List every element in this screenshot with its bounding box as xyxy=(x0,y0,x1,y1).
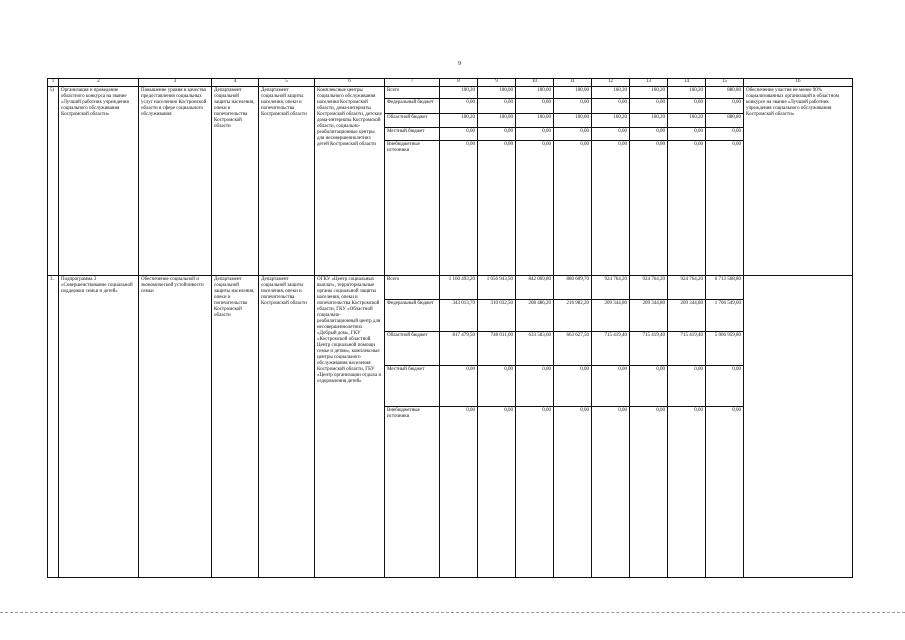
value-cell: 0,00 xyxy=(554,407,592,578)
value-cell: 924 764,20 xyxy=(668,275,706,299)
value-cell: 0,00 xyxy=(668,366,706,407)
value-cell: 0,00 xyxy=(630,127,668,140)
value-cell: 160,20 xyxy=(592,87,630,99)
value-cell: 0,00 xyxy=(440,127,478,140)
value-cell: 0,00 xyxy=(554,141,592,276)
responsible-executor: Департамент социальной защиты населения, опеки и попечительства Костромской области xyxy=(212,87,259,276)
source-label: Федеральный бюджет xyxy=(385,299,440,331)
value-cell: 0,00 xyxy=(554,366,592,407)
value-cell: 880 609,70 xyxy=(554,275,592,299)
header-cell: 14 xyxy=(668,79,706,87)
header-cell: 12 xyxy=(592,79,630,87)
table-row xyxy=(48,275,853,299)
value-cell: 663 627,50 xyxy=(554,331,592,365)
value-cell: 100,00 xyxy=(554,113,592,127)
co-executor: Департамент социальной защиты населения, опеки и попечительства Костромской области xyxy=(259,275,315,577)
value-cell: 0,00 xyxy=(668,127,706,140)
value-cell: 0,00 xyxy=(592,141,630,276)
budget-table xyxy=(47,78,853,578)
header-cell: 1 xyxy=(48,79,59,87)
value-cell: 715 419,40 xyxy=(668,331,706,365)
value-cell: 1 056 943,50 xyxy=(478,275,516,299)
value-cell: 216 982,20 xyxy=(554,299,592,331)
value-cell: 310 032,50 xyxy=(478,299,516,331)
value-cell: 209 344,80 xyxy=(630,299,668,331)
value-cell: 924 764,20 xyxy=(630,275,668,299)
activity-name: Подпрограмма 3 «Совершенствование социальной поддержки семьи и детей» xyxy=(59,275,139,577)
value-cell: 343 013,70 xyxy=(440,299,478,331)
value-cell: 160,20 xyxy=(668,113,706,127)
value-cell: 633 583,60 xyxy=(516,331,554,365)
value-cell: 0,00 xyxy=(706,127,744,140)
value-cell: 746 011,00 xyxy=(478,331,516,365)
value-cell: 160,20 xyxy=(630,113,668,127)
value-cell: 0,00 xyxy=(554,127,592,140)
row-number: 5) xyxy=(48,87,59,276)
value-cell: 924 764,20 xyxy=(592,275,630,299)
table-row xyxy=(48,87,853,99)
value-cell: 1 160 493,20 xyxy=(440,275,478,299)
value-cell: 0,00 xyxy=(668,141,706,276)
value-cell: 0,00 xyxy=(440,407,478,578)
value-cell: 100,00 xyxy=(516,113,554,127)
header-cell: 9 xyxy=(478,79,516,87)
value-cell: 715 419,40 xyxy=(592,331,630,365)
header-cell: 6 xyxy=(315,79,385,87)
value-cell: 0,00 xyxy=(706,366,744,407)
co-executor: Департамент социальной защиты населения, опеки и попечительства Костромской области xyxy=(259,87,315,276)
value-cell: 209 344,80 xyxy=(592,299,630,331)
value-cell: 0,00 xyxy=(630,366,668,407)
header-cell: 4 xyxy=(212,79,259,87)
value-cell: 0,00 xyxy=(478,141,516,276)
value-cell: 100,00 xyxy=(478,87,516,99)
expected-result xyxy=(744,275,853,577)
value-cell: 880,80 xyxy=(706,113,744,127)
source-label: Областной бюджет xyxy=(385,331,440,365)
scan-edge-line xyxy=(0,612,905,613)
value-cell: 0,00 xyxy=(630,99,668,113)
header-cell: 8 xyxy=(440,79,478,87)
value-cell: 160,20 xyxy=(630,87,668,99)
value-cell: 0,00 xyxy=(706,99,744,113)
expected-result: Обеспечение участия не менее 90% социализованных организаций в областном конкурсе на звание «Лучший работник учреждения социального обслуживания Костромской области» xyxy=(744,87,853,276)
value-cell: 0,00 xyxy=(592,407,630,578)
value-cell: 160,20 xyxy=(668,87,706,99)
header-cell: 2 xyxy=(59,79,139,87)
value-cell: 0,00 xyxy=(516,407,554,578)
value-cell: 0,00 xyxy=(706,407,744,578)
value-cell: 0,00 xyxy=(478,127,516,140)
value-cell: 880,80 xyxy=(706,87,744,99)
source-label: Всего xyxy=(385,87,440,99)
value-cell: 100,20 xyxy=(440,113,478,127)
value-cell: 0,00 xyxy=(440,99,478,113)
value-cell: 0,00 xyxy=(440,141,478,276)
source-label: Местный бюджет xyxy=(385,127,440,140)
value-cell: 0,00 xyxy=(516,127,554,140)
responsible-executor: Департамент социальной защиты населения, опеки и попечительства Костромской области xyxy=(212,275,259,577)
value-cell: 1 706 549,00 xyxy=(706,299,744,331)
header-cell: 13 xyxy=(630,79,668,87)
value-cell: 0,00 xyxy=(630,407,668,578)
value-cell: 209 344,80 xyxy=(668,299,706,331)
value-cell: 0,00 xyxy=(592,99,630,113)
value-cell: 100,20 xyxy=(440,87,478,99)
scan-speck: · xyxy=(378,13,380,18)
header-cell: 11 xyxy=(554,79,592,87)
activity-goal: Обеспечение социальной и экономической устойчивости семьи xyxy=(139,275,212,577)
value-cell: 6 713 508,80 xyxy=(706,275,744,299)
value-cell: 0,00 xyxy=(478,407,516,578)
source-label: Внебюджетные источники xyxy=(385,141,440,276)
value-cell: 842 069,80 xyxy=(516,275,554,299)
value-cell: 817 479,50 xyxy=(440,331,478,365)
value-cell: 0,00 xyxy=(516,141,554,276)
value-cell: 0,00 xyxy=(440,366,478,407)
activity-name: Организация и проведение областного конкурса на звание «Лучший работник учреждения социального обслуживания Костромской области» xyxy=(59,87,139,276)
value-cell: 100,00 xyxy=(516,87,554,99)
value-cell: 208 486,20 xyxy=(516,299,554,331)
value-cell: 0,00 xyxy=(706,141,744,276)
value-cell: 160,20 xyxy=(592,113,630,127)
value-cell: 0,00 xyxy=(592,127,630,140)
value-cell: 715 419,40 xyxy=(630,331,668,365)
source-label: Внебюджетные источники xyxy=(385,407,440,578)
source-label: Местный бюджет xyxy=(385,366,440,407)
participants: Комплексные центры социального обслуживания населения Костромской области, дома-интернаты Костромской области, детские дома-интернаты Костромской области, социально-реабилитационные центры для несовершеннолетних детей Костромской области xyxy=(315,87,385,276)
header-cell: 15 xyxy=(706,79,744,87)
value-cell: 0,00 xyxy=(554,99,592,113)
value-cell: 0,00 xyxy=(668,407,706,578)
source-label: Федеральный бюджет xyxy=(385,99,440,113)
source-label: Областной бюджет xyxy=(385,113,440,127)
participants: ОГКУ «Центр социальных выплат», территориальные органы социальной защиты населения, опеки и попечительства Костромской области, ГКУ «Областной социально-реабилитационный центр для несовершеннолетних «Добрый дом», ГКУ «Костромской областной Центр социальной помощи семье и детям», комплексные центры социального обслуживания населения Костромской области, ГБУ «Центр организации отдыха и оздоровления детей» xyxy=(315,275,385,577)
header-cell: 7 xyxy=(385,79,440,87)
value-cell: 5 006 959,80 xyxy=(706,331,744,365)
value-cell: 0,00 xyxy=(592,366,630,407)
page-number: 9 xyxy=(458,61,461,67)
header-cell: 16 xyxy=(744,79,853,87)
source-label: Всего xyxy=(385,275,440,299)
row-number: 3. xyxy=(48,275,59,577)
value-cell: 0,00 xyxy=(516,99,554,113)
value-cell: 0,00 xyxy=(516,366,554,407)
value-cell: 0,00 xyxy=(630,141,668,276)
header-cell: 10 xyxy=(516,79,554,87)
activity-goal: Повышение уровня и качества предоставления социальных услуг населению Костромской области в сфере социального обслуживания xyxy=(139,87,212,276)
value-cell: 100,00 xyxy=(478,113,516,127)
value-cell: 100,00 xyxy=(554,87,592,99)
value-cell: 0,00 xyxy=(668,99,706,113)
header-cell: 5 xyxy=(259,79,315,87)
value-cell: 0,00 xyxy=(478,366,516,407)
value-cell: 0,00 xyxy=(478,99,516,113)
header-cell: 3 xyxy=(139,79,212,87)
header-row xyxy=(48,79,853,87)
